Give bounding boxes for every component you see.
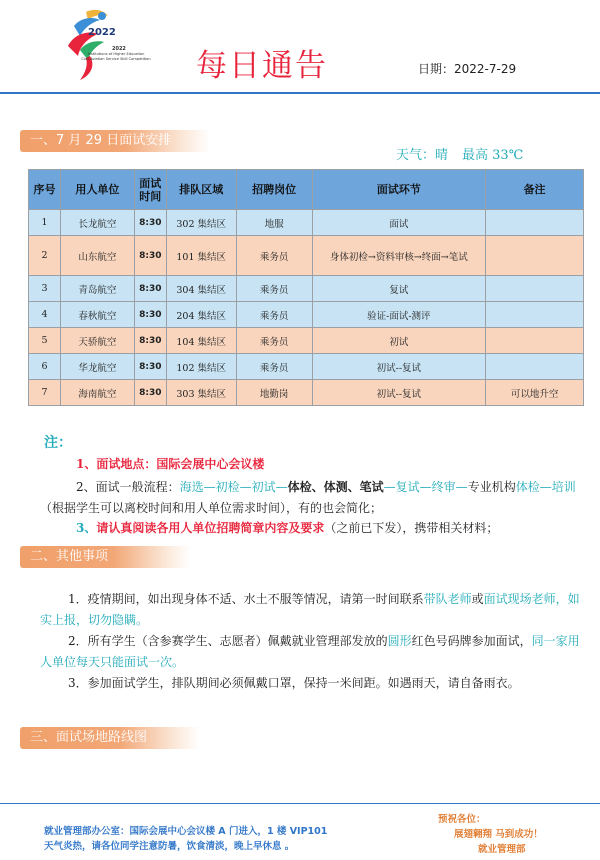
- section-header-other: 二、其他事项: [20, 546, 190, 568]
- weather-condition: 天气：晴: [396, 148, 449, 163]
- cell-company: 天骄航空: [60, 328, 134, 354]
- cell-stage: 验证-面试-测评: [312, 302, 486, 328]
- other-2-badge: 红色号码牌参加面试，: [411, 634, 532, 648]
- table-row: [29, 328, 584, 354]
- other-1-onsite: 面试现场老师，如实上报，切勿隐瞒。: [40, 592, 580, 627]
- footer-divider: [0, 803, 600, 804]
- table-row: [29, 210, 584, 236]
- note-location: 1、面试地点：国际会展中心会议楼: [76, 457, 265, 471]
- notice-date: 日期：2022-7-29: [418, 62, 517, 76]
- cell-note: [486, 210, 584, 236]
- cell-no: 7: [29, 380, 61, 406]
- footer-office-address: 就业管理部办公室：国际会展中心会议楼 A 门进入，1 楼 VIP101: [44, 826, 328, 837]
- cell-time: 8:30: [134, 354, 166, 380]
- cell-stage: 初试--复试: [312, 380, 486, 406]
- cell-time: 8:30: [134, 210, 166, 236]
- cell-stage: 复试: [312, 276, 486, 302]
- cell-no: 1: [29, 210, 61, 236]
- cell-post: 乘务员: [236, 236, 312, 276]
- cell-no: 4: [29, 302, 61, 328]
- logo-subtitle-line2: Civil Aviation Service Skill Competition: [81, 56, 151, 61]
- table-header-row: [29, 170, 584, 210]
- header-time: 面试时间: [134, 170, 166, 210]
- cell-time: 8:30: [134, 302, 166, 328]
- table-row: [29, 380, 584, 406]
- cell-company: 海南航空: [60, 380, 134, 406]
- other-1-leader: 带队老师: [423, 592, 472, 606]
- cell-company: 山东航空: [60, 236, 134, 276]
- cell-no: 5: [29, 328, 61, 354]
- cell-no: 2: [29, 236, 61, 276]
- footer-office-info: [44, 824, 327, 854]
- header-company: 用人单位: [60, 170, 134, 210]
- footer-wish-message: 展翅翱翔 马到成功！: [454, 829, 543, 840]
- footer-wishes: [426, 812, 586, 857]
- logo-year: 2022: [88, 27, 116, 38]
- cell-post: 乘务员: [236, 354, 312, 380]
- other-1-text: 1．疫情期间，如出现身体不适、水土不服等情况，请第一时间联系: [68, 592, 424, 606]
- cell-note: [486, 354, 584, 380]
- other-2-text: 2．所有学生（含参赛学生、志愿者）佩戴就业管理部发放的: [68, 634, 388, 648]
- cell-area: 104 集结区: [166, 328, 236, 354]
- cell-note: 可以地升空: [486, 380, 584, 406]
- note-process: [40, 477, 584, 519]
- cell-time: 8:30: [134, 328, 166, 354]
- other-2-limit: 同一家用人单位每天只能面试一次。: [40, 634, 580, 669]
- cell-note: [486, 302, 584, 328]
- cell-note: [486, 236, 584, 276]
- cell-area: 302 集结区: [166, 210, 236, 236]
- header-post: 招聘岗位: [236, 170, 312, 210]
- cell-area: 303 集结区: [166, 380, 236, 406]
- cell-company: 青岛航空: [60, 276, 134, 302]
- cell-note: [486, 276, 584, 302]
- header-divider: [0, 92, 600, 94]
- footer-weather-tip: 天气炎热，请各位同学注意防暑，饮食清淡，晚上早休息 。: [44, 841, 295, 852]
- cell-company: 长龙航空: [60, 210, 134, 236]
- header-stage: 面试环节: [312, 170, 486, 210]
- cell-post: 乘务员: [236, 328, 312, 354]
- logo-year-small: 2022: [112, 46, 126, 52]
- logo-subtitle-line1: Institutions of Higher Education: [87, 52, 145, 56]
- note-process-label: 2、面试一般流程：: [76, 480, 180, 494]
- header-no: 序号: [29, 170, 61, 210]
- note-process-steps-2: —复试—终审—: [383, 480, 468, 494]
- note-req-highlight: 请认真阅读各用人单位招聘简章内容及要求: [96, 521, 325, 535]
- footer-wish-greeting: 预祝各位：: [438, 814, 486, 825]
- cell-company: 华龙航空: [60, 354, 134, 380]
- cell-company: 春秋航空: [60, 302, 134, 328]
- cell-no: 3: [29, 276, 61, 302]
- section-header-schedule: 一、7 月 29 日面试安排: [20, 130, 210, 152]
- cell-area: 204 集结区: [166, 302, 236, 328]
- weather-temperature: 最高 33℃: [462, 148, 524, 163]
- cell-area: 101 集结区: [166, 236, 236, 276]
- cell-stage: 初试--复试: [312, 354, 486, 380]
- cell-stage: 面试: [312, 210, 486, 236]
- other-2-round: 圆形: [387, 634, 412, 648]
- note-req-tail: （之前已下发），携带相关材料；: [324, 521, 499, 535]
- cell-post: 乘务员: [236, 302, 312, 328]
- cell-stage: 身体初检→资料审核→终面→笔试: [312, 236, 486, 276]
- cell-no: 6: [29, 354, 61, 380]
- cell-time: 8:30: [134, 380, 166, 406]
- note-process-tail: （根据学生可以离校时间和用人单位需求时间），有的也会简化；: [40, 501, 383, 515]
- note-process-agency: 专业机构: [467, 480, 516, 494]
- note-req-number: 3、: [76, 521, 97, 535]
- other-item-3: 3．参加面试学生，排队期间必须佩戴口罩，保持一米间距。如遇雨天，请自备雨衣。: [68, 676, 520, 690]
- other-item-1: [40, 589, 584, 631]
- other-1-or: 或: [471, 592, 484, 606]
- cell-area: 102 集结区: [166, 354, 236, 380]
- table-row: [29, 302, 584, 328]
- note-process-steps-1: 海选—初检—初试—: [179, 480, 288, 494]
- cell-time: 8:30: [134, 276, 166, 302]
- header-note: 备注: [486, 170, 584, 210]
- cell-post: 地服: [236, 210, 312, 236]
- footer-signature: 就业管理部: [478, 844, 526, 855]
- cell-area: 304 集结区: [166, 276, 236, 302]
- cell-time: 8:30: [134, 236, 166, 276]
- weather-info: [396, 144, 523, 163]
- cell-post: 地勤岗: [236, 380, 312, 406]
- logo-subtitle: [80, 52, 152, 61]
- table-row: [29, 354, 584, 380]
- interview-schedule-table: [28, 169, 584, 406]
- note-process-exams: 体检、体测、笔试: [287, 480, 384, 494]
- cell-stage: 初试: [312, 328, 486, 354]
- header-area: 排队区域: [166, 170, 236, 210]
- table-row: [29, 236, 584, 276]
- note-requirements: [76, 518, 498, 539]
- section-header-route-map: 三、面试场地路线图: [20, 727, 200, 749]
- table-row: [29, 276, 584, 302]
- cell-post: 乘务员: [236, 276, 312, 302]
- other-item-2: [40, 631, 584, 673]
- competition-logo: [60, 6, 140, 84]
- cell-note: [486, 328, 584, 354]
- notes-title: 注：: [44, 435, 72, 451]
- page-title: 每日通告: [196, 48, 328, 84]
- note-process-training: 体检—培训: [515, 480, 576, 494]
